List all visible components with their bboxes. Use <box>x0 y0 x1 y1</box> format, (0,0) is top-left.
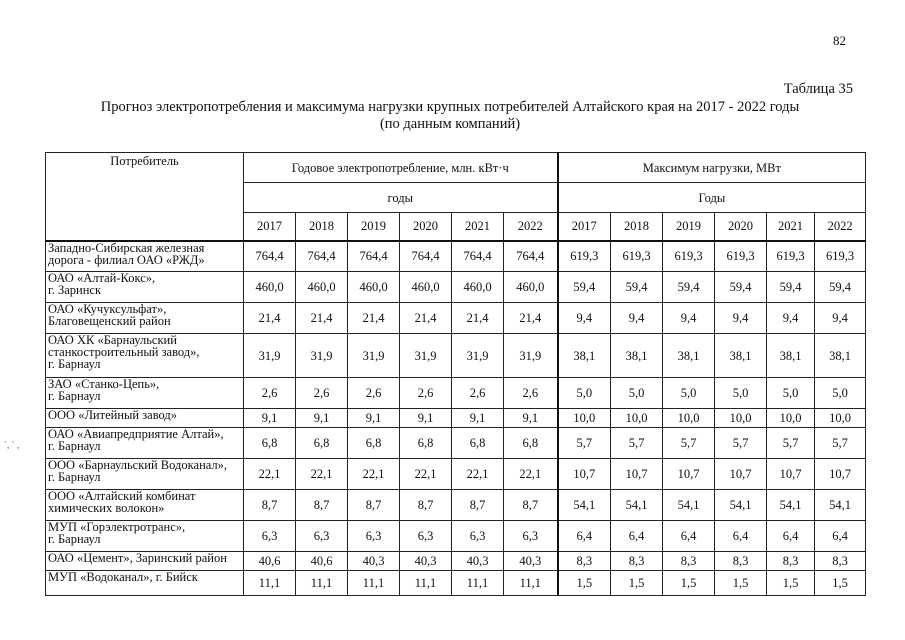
load-value: 6,4 <box>611 521 663 552</box>
table-row <box>46 459 866 490</box>
consumption-value: 9,1 <box>400 409 452 428</box>
consumption-year-header: 2022 <box>504 213 558 241</box>
consumption-value: 22,1 <box>348 459 400 490</box>
consumption-value: 11,1 <box>504 571 558 596</box>
consumption-value: 6,8 <box>296 428 348 459</box>
consumption-value: 31,9 <box>296 334 348 378</box>
table-row <box>46 334 866 378</box>
consumption-value: 460,0 <box>400 272 452 303</box>
load-value: 5,0 <box>815 378 866 409</box>
consumption-value: 21,4 <box>452 303 504 334</box>
consumption-value: 31,9 <box>452 334 504 378</box>
consumer-name-line: ОАО «Алтай-Кокс», <box>48 271 156 285</box>
consumption-value: 6,8 <box>348 428 400 459</box>
table-row <box>46 428 866 459</box>
consumer-name-line: ОАО «Кучуксульфат», <box>48 302 167 316</box>
load-year-header: 2022 <box>815 213 866 241</box>
load-value: 1,5 <box>663 571 715 596</box>
consumption-value: 8,7 <box>296 490 348 521</box>
consumption-value: 764,4 <box>348 241 400 272</box>
forecast-table <box>45 152 866 596</box>
consumer-name-line: г. Барнаул <box>48 439 101 453</box>
load-value: 38,1 <box>663 334 715 378</box>
load-value: 5,0 <box>715 378 767 409</box>
load-value: 8,3 <box>558 552 611 571</box>
consumption-value: 6,8 <box>244 428 296 459</box>
load-years-label: Годы <box>558 183 866 213</box>
consumption-value: 460,0 <box>452 272 504 303</box>
load-value: 5,0 <box>663 378 715 409</box>
consumption-value: 460,0 <box>244 272 296 303</box>
table-row <box>46 490 866 521</box>
consumption-value: 9,1 <box>296 409 348 428</box>
consumer-name-line: г. Барнаул <box>48 532 101 546</box>
table-row <box>46 521 866 552</box>
consumer-name-line: г. Заринск <box>48 283 102 297</box>
consumption-value: 764,4 <box>296 241 348 272</box>
load-value: 5,7 <box>611 428 663 459</box>
consumer-name <box>46 303 244 334</box>
consumer-name <box>46 490 244 521</box>
load-value: 1,5 <box>611 571 663 596</box>
load-value: 59,4 <box>815 272 866 303</box>
consumption-value: 9,1 <box>504 409 558 428</box>
consumption-value: 31,9 <box>244 334 296 378</box>
load-value: 9,4 <box>558 303 611 334</box>
consumption-value: 8,7 <box>348 490 400 521</box>
load-value: 6,4 <box>663 521 715 552</box>
consumer-name-line: г. Барнаул <box>48 357 101 371</box>
load-value: 8,3 <box>715 552 767 571</box>
consumer-name-line: ООО «Алтайский комбинат <box>48 489 196 503</box>
load-value: 59,4 <box>767 272 815 303</box>
consumer-name <box>46 571 244 596</box>
consumption-value: 40,3 <box>504 552 558 571</box>
table-title <box>40 99 860 133</box>
consumption-value: 11,1 <box>348 571 400 596</box>
table-row <box>46 241 866 272</box>
table-row <box>46 303 866 334</box>
load-value: 619,3 <box>558 241 611 272</box>
consumption-value: 11,1 <box>244 571 296 596</box>
load-value: 8,3 <box>611 552 663 571</box>
table-row <box>46 272 866 303</box>
load-value: 10,0 <box>558 409 611 428</box>
load-value: 54,1 <box>558 490 611 521</box>
consumption-value: 31,9 <box>504 334 558 378</box>
table-row <box>46 378 866 409</box>
load-value: 9,4 <box>767 303 815 334</box>
load-year-header: 2020 <box>715 213 767 241</box>
load-value: 38,1 <box>715 334 767 378</box>
load-value: 6,4 <box>558 521 611 552</box>
load-year-header: 2017 <box>558 213 611 241</box>
consumer-name <box>46 241 244 272</box>
load-value: 10,7 <box>767 459 815 490</box>
consumption-value: 22,1 <box>244 459 296 490</box>
consumer-name-line: Западно-Сибирская железная <box>48 240 205 255</box>
consumer-name <box>46 378 244 409</box>
load-value: 54,1 <box>715 490 767 521</box>
consumption-value: 8,7 <box>452 490 504 521</box>
consumption-value: 764,4 <box>452 241 504 272</box>
load-value: 59,4 <box>558 272 611 303</box>
consumption-value: 8,7 <box>244 490 296 521</box>
load-value: 9,4 <box>815 303 866 334</box>
load-value: 6,4 <box>815 521 866 552</box>
consumption-value: 9,1 <box>452 409 504 428</box>
load-value: 5,7 <box>715 428 767 459</box>
load-value: 8,3 <box>767 552 815 571</box>
load-value: 10,0 <box>715 409 767 428</box>
title-line-2: (по данным компаний) <box>379 116 521 132</box>
consumption-value: 6,3 <box>348 521 400 552</box>
margin-marks: `, ` , <box>4 440 19 450</box>
load-value: 619,3 <box>611 241 663 272</box>
load-value: 8,3 <box>663 552 715 571</box>
title-line-1: Прогноз электропотребления и максимума нагрузки крупных потребителей Алтайского края на 2017 - 2022 годы <box>100 99 800 115</box>
consumer-name <box>46 428 244 459</box>
load-value: 38,1 <box>767 334 815 378</box>
load-value: 6,4 <box>715 521 767 552</box>
consumption-value: 11,1 <box>452 571 504 596</box>
consumer-name-line: МУП «Горэлектротранс», <box>48 520 186 534</box>
load-value: 10,0 <box>663 409 715 428</box>
consumption-value: 22,1 <box>296 459 348 490</box>
table-body <box>46 241 866 596</box>
load-value: 9,4 <box>715 303 767 334</box>
consumption-value: 6,8 <box>504 428 558 459</box>
load-value: 619,3 <box>663 241 715 272</box>
load-value: 5,7 <box>815 428 866 459</box>
consumption-value: 460,0 <box>296 272 348 303</box>
consumer-name <box>46 272 244 303</box>
load-value: 10,7 <box>815 459 866 490</box>
consumer-name-line: станкостроительный завод», <box>48 345 200 359</box>
consumption-value: 21,4 <box>400 303 452 334</box>
consumer-name <box>46 552 244 571</box>
consumption-value: 11,1 <box>400 571 452 596</box>
load-value: 10,0 <box>815 409 866 428</box>
consumption-year-header: 2018 <box>296 213 348 241</box>
load-value: 59,4 <box>663 272 715 303</box>
consumer-name-line: г. Барнаул <box>48 389 101 403</box>
consumption-value: 22,1 <box>504 459 558 490</box>
load-value: 1,5 <box>815 571 866 596</box>
consumer-name-line: дорога - филиал ОАО «РЖД» <box>48 252 205 267</box>
consumption-value: 31,9 <box>400 334 452 378</box>
load-value: 54,1 <box>611 490 663 521</box>
consumption-year-header: 2020 <box>400 213 452 241</box>
consumption-year-header: 2019 <box>348 213 400 241</box>
load-value: 6,4 <box>767 521 815 552</box>
consumption-value: 21,4 <box>244 303 296 334</box>
consumption-value: 9,1 <box>244 409 296 428</box>
load-value: 1,5 <box>558 571 611 596</box>
consumption-value: 40,6 <box>296 552 348 571</box>
load-value: 10,7 <box>663 459 715 490</box>
consumption-value: 6,3 <box>452 521 504 552</box>
load-value: 10,0 <box>767 409 815 428</box>
load-value: 8,3 <box>815 552 866 571</box>
load-value: 59,4 <box>715 272 767 303</box>
load-value: 9,4 <box>663 303 715 334</box>
consumer-name <box>46 459 244 490</box>
load-value: 619,3 <box>715 241 767 272</box>
consumer-name-line: ОАО «Цемент», Заринский район <box>48 551 227 565</box>
page-number: 82 <box>833 33 846 48</box>
consumer-name-line: Благовещенский район <box>48 314 171 328</box>
consumption-years-label: годы <box>244 183 558 213</box>
load-value: 5,7 <box>767 428 815 459</box>
consumption-value: 11,1 <box>296 571 348 596</box>
consumption-value: 2,6 <box>296 378 348 409</box>
consumption-value: 764,4 <box>400 241 452 272</box>
consumption-value: 21,4 <box>504 303 558 334</box>
consumption-value: 40,3 <box>348 552 400 571</box>
consumer-name-line: ОАО «Авиапредприятие Алтай», <box>48 427 224 441</box>
consumption-value: 6,3 <box>504 521 558 552</box>
consumption-year-header: 2017 <box>244 213 296 241</box>
consumption-group-header: Годовое электропотребление, млн. кВт·ч <box>244 153 558 183</box>
consumption-value: 6,8 <box>452 428 504 459</box>
load-value: 619,3 <box>815 241 866 272</box>
load-group-header: Максимум нагрузки, МВт <box>558 153 866 183</box>
consumption-value: 6,3 <box>296 521 348 552</box>
load-value: 1,5 <box>715 571 767 596</box>
consumption-value: 40,3 <box>452 552 504 571</box>
load-value: 5,7 <box>663 428 715 459</box>
table-row <box>46 552 866 571</box>
consumer-name-line: ЗАО «Станко-Цепь», <box>48 377 160 391</box>
load-value: 9,4 <box>611 303 663 334</box>
load-value: 54,1 <box>663 490 715 521</box>
consumption-value: 460,0 <box>348 272 400 303</box>
consumption-value: 460,0 <box>504 272 558 303</box>
consumer-name-line: ОАО ХК «Барнаульский <box>48 333 177 347</box>
consumption-value: 764,4 <box>504 241 558 272</box>
load-value: 10,7 <box>715 459 767 490</box>
consumer-name-line: г. Барнаул <box>48 470 101 484</box>
load-value: 5,0 <box>558 378 611 409</box>
consumption-value: 8,7 <box>400 490 452 521</box>
consumption-value: 764,4 <box>244 241 296 272</box>
load-value: 5,0 <box>767 378 815 409</box>
load-year-header: 2019 <box>663 213 715 241</box>
consumption-value: 9,1 <box>348 409 400 428</box>
consumption-value: 21,4 <box>348 303 400 334</box>
load-value: 38,1 <box>558 334 611 378</box>
consumption-value: 40,3 <box>400 552 452 571</box>
consumer-name-line: ООО «Литейный завод» <box>48 408 178 422</box>
consumption-value: 2,6 <box>244 378 296 409</box>
load-value: 619,3 <box>767 241 815 272</box>
consumption-value: 2,6 <box>452 378 504 409</box>
consumption-value: 6,3 <box>244 521 296 552</box>
consumption-value: 6,3 <box>400 521 452 552</box>
consumer-name-line: МУП «Водоканал», г. Бийск <box>48 570 198 584</box>
load-value: 38,1 <box>611 334 663 378</box>
consumer-name-line: химических волокон» <box>48 501 165 515</box>
table-row <box>46 571 866 596</box>
consumption-value: 22,1 <box>452 459 504 490</box>
load-value: 54,1 <box>767 490 815 521</box>
load-value: 10,0 <box>611 409 663 428</box>
load-value: 10,7 <box>558 459 611 490</box>
consumption-year-header: 2021 <box>452 213 504 241</box>
load-value: 5,7 <box>558 428 611 459</box>
consumption-value: 6,8 <box>400 428 452 459</box>
load-year-header: 2021 <box>767 213 815 241</box>
load-value: 59,4 <box>611 272 663 303</box>
consumption-value: 8,7 <box>504 490 558 521</box>
load-value: 54,1 <box>815 490 866 521</box>
consumption-value: 31,9 <box>348 334 400 378</box>
consumption-value: 21,4 <box>296 303 348 334</box>
consumer-name <box>46 334 244 378</box>
consumption-value: 2,6 <box>348 378 400 409</box>
load-year-header: 2018 <box>611 213 663 241</box>
table-label: Таблица 35 <box>783 81 853 97</box>
consumer-name <box>46 409 244 428</box>
consumer-name <box>46 521 244 552</box>
consumption-value: 2,6 <box>504 378 558 409</box>
load-value: 10,7 <box>611 459 663 490</box>
consumption-value: 2,6 <box>400 378 452 409</box>
load-value: 1,5 <box>767 571 815 596</box>
table-row <box>46 409 866 428</box>
consumer-name-line: ООО «Барнаульский Водоканал», <box>48 458 228 472</box>
load-value: 5,0 <box>611 378 663 409</box>
consumption-value: 22,1 <box>400 459 452 490</box>
load-value: 38,1 <box>815 334 866 378</box>
consumer-header: Потребитель <box>46 153 244 241</box>
consumption-value: 40,6 <box>244 552 296 571</box>
